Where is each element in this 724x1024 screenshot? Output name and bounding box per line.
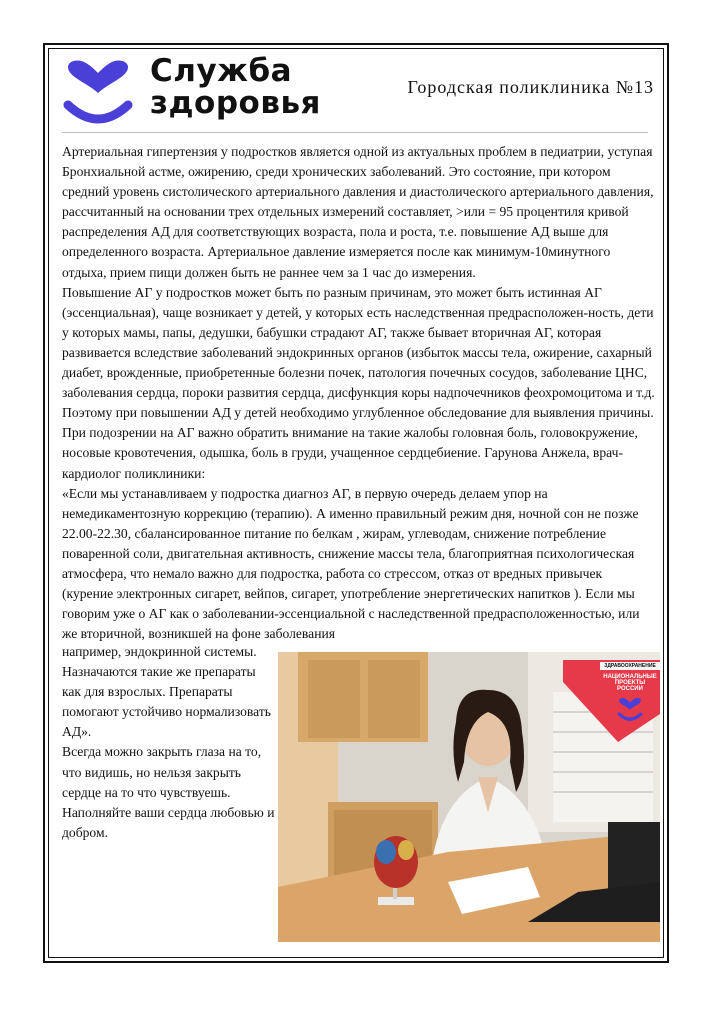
badge-line-2: НАЦИОНАЛЬНЫЕ xyxy=(603,674,657,680)
badge-line-1: ЗДРАВООХРАНЕНИЕ xyxy=(600,662,660,670)
left-column xyxy=(62,642,276,843)
smile-icon xyxy=(68,105,128,119)
article-paragraph-1: Артериальная гипертензия у подростков является одной из актуальных проблем в педиатрии, уступая Бронхиальной астме, ожирению, среди хронических заболеваний. Это состояние, при котором средний уровень систолического артериального давления и диастолического артериального давления, рассчитанный на основании трех отдельных измерений составляет, >или = 95 процентиля кривой распределения АД для соответствующих возраста, пола и роста, т.е. повышение АД выше для определенного возраста. Артериальное давление измеряется после как минимум-10минутного отдыха, прием пищи должен быть не раннее чем за 1 час до измерения. xyxy=(62,144,654,280)
logo-wordmark xyxy=(150,55,321,119)
article-paragraph-2: Повышение АГ у подростков может быть по разным причинам, это может быть истинная АГ (эссенциальная), чаще возникает у детей, у которых есть наследственная предрасположен-ность, дети у которых мамы, папы, дедушки, бабушки страдают АГ, также бывает вторичная АГ, которая развивается вследствие заболеваний эндокринных органов (избыток массы тела, ожирение, сахарный диабет, врожденные, приобретенные болезни почек, патология почечных сосудов, заболевание ЦНС, заболевания сердца, пороки развития сердца, дисфункция коры надпочечников феохромоцитома и т.д. Поэтому при повышении АД у детей необходимо углубленное обследование для выявления причины. При подозрении на АГ важно обратить внимание на такие жалобы головная боль, головокружение, носовые кровотечения, одышка, боль в груди, учащенное сердцебиение. Гарунова Анжела, врач-кардиолог поликлиники: xyxy=(62,284,655,481)
logo-line-2: здоровья xyxy=(150,85,321,121)
doctor-photo xyxy=(278,652,660,942)
left-column-text-1: например, эндокринной системы. Назначаются такие же препараты как для взрослых. Препараты помогают устойчиво нормализовать АД». xyxy=(62,644,271,740)
article-body xyxy=(62,142,656,644)
left-column-text-2: Всегда можно закрыть глаза на то, что видишь, но нельзя закрыть сердце на то что чувствуешь. Наполняйте ваши сердца любовью и добром. xyxy=(62,744,275,840)
clinic-name: Городская поликлиника №13 xyxy=(407,77,654,97)
heart-icon xyxy=(68,60,128,93)
header-divider xyxy=(62,132,648,133)
national-projects-badge xyxy=(600,662,660,727)
badge-heart-icon xyxy=(617,696,643,722)
logo-line-1: Служба xyxy=(150,53,293,89)
article-paragraph-3: «Если мы устанавливаем у подростка диагноз АГ, в первую очередь делаем упор на немедикаментозную коррекцию (терапию). А именно правильный режим дня, ночной сон не позже 22.00-22.30, сбалансированное питание по белкам , жирам, углеводам, снижение потребление поваренной соли, двигательная активность, снижение массы тела, благоприятная психологическая атмосфера, что немало важно для подростка, работа со стрессом, отказ от вредных привычек (курение электронных сигарет, вейпов, сигарет, употребление энергетических напитков ). Если мы говорим уже о АГ как о заболевании-эссенциальной с наследственной предрасположенностью, или же вторичной, возникшей на фоне заболевания xyxy=(62,485,640,642)
badge-line-4: РОССИИ xyxy=(617,686,643,692)
badge-line-3: ПРОЕКТЫ xyxy=(614,680,646,686)
